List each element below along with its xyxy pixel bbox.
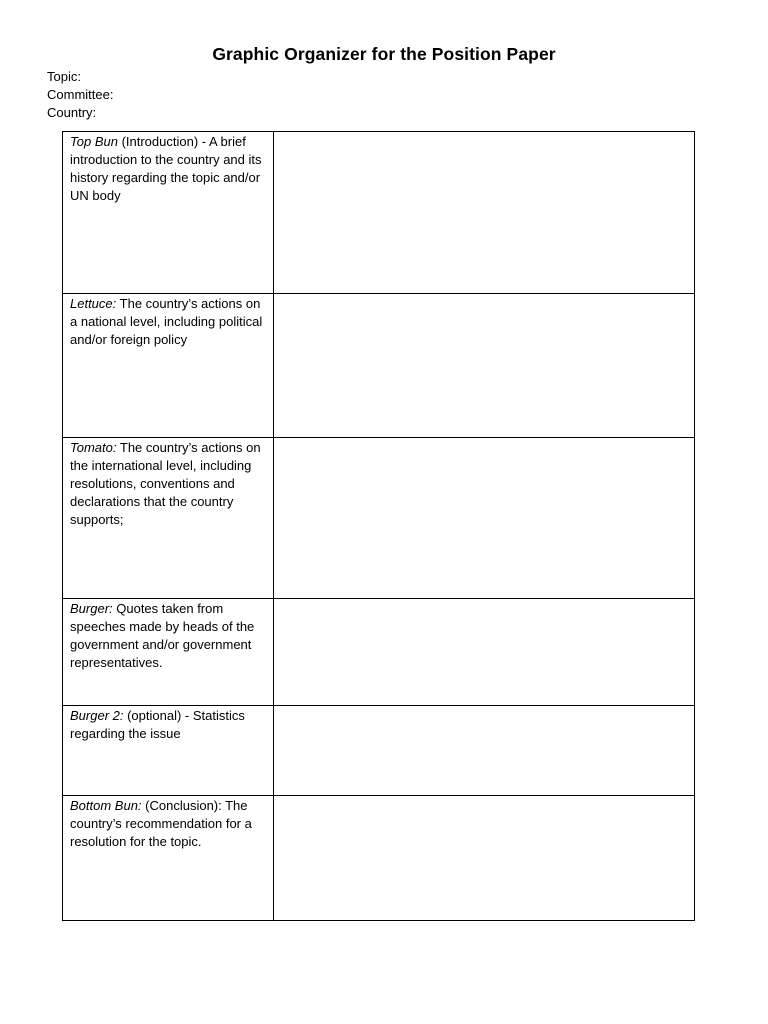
header-fields: [47, 68, 113, 122]
answer-cell[interactable]: [274, 132, 695, 294]
row-term: Tomato:: [70, 440, 117, 455]
row-term: Top Bun: [70, 134, 118, 149]
topic-label: Topic:: [47, 69, 81, 84]
row-label-cell: [63, 438, 274, 599]
row-description: (optional) - Statistics regarding the issue: [70, 708, 245, 741]
table-row-lettuce: [63, 294, 695, 438]
page-title: Graphic Organizer for the Position Paper: [212, 44, 556, 64]
row-term: Lettuce:: [70, 296, 117, 311]
table-row-top-bun: [63, 132, 695, 294]
answer-cell[interactable]: [274, 599, 695, 706]
country-label: Country:: [47, 105, 97, 120]
answer-cell[interactable]: [274, 294, 695, 438]
row-label: [63, 599, 273, 672]
row-description: Quotes taken from speeches made by heads of the government and/or government representatives.: [70, 601, 255, 670]
row-term: Burger:: [70, 601, 113, 616]
row-description: The country’s actions on the international level, including resolutions, conventions and declarations that the country supports;: [70, 440, 261, 527]
table-row-bottom-bun: [63, 796, 695, 921]
row-label-cell: [63, 599, 274, 706]
row-term: Bottom Bun:: [70, 798, 142, 813]
answer-cell[interactable]: [274, 438, 695, 599]
row-label-cell: [63, 132, 274, 294]
row-label: [63, 294, 273, 349]
table-row-burger-2: [63, 706, 695, 796]
row-description: (Introduction) - A brief introduction to the country and its history regarding the topic and/or UN body: [70, 134, 262, 203]
row-label: [63, 706, 273, 743]
row-label-cell: [63, 796, 274, 921]
row-label-cell: [63, 706, 274, 796]
row-label: [63, 796, 273, 851]
row-label-cell: [63, 294, 274, 438]
row-term: Burger 2:: [70, 708, 124, 723]
organizer-table: [62, 131, 695, 921]
row-label: [63, 438, 273, 529]
table-row-burger: [63, 599, 695, 706]
row-description: (Conclusion): The country’s recommendation for a resolution for the topic.: [70, 798, 252, 849]
answer-cell[interactable]: [274, 796, 695, 921]
committee-label: Committee:: [47, 87, 114, 102]
answer-cell[interactable]: [274, 706, 695, 796]
row-description: The country’s actions on a national level, including political and/or foreign policy: [70, 296, 263, 347]
table-row-tomato: [63, 438, 695, 599]
row-label: [63, 132, 273, 205]
